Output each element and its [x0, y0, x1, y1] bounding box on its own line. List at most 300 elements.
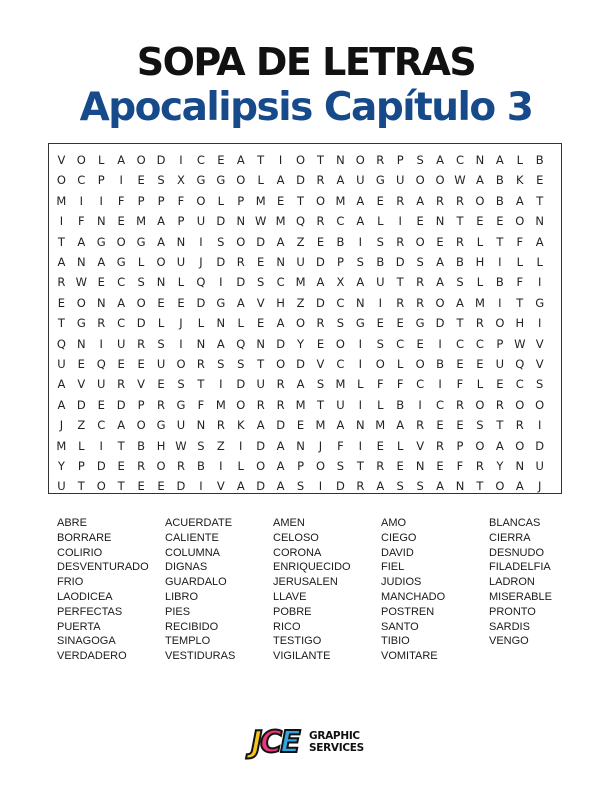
grid-letter[interactable]: B [495, 193, 504, 208]
grid-letter[interactable]: P [297, 459, 305, 473]
grid-letter[interactable]: N [176, 234, 186, 249]
grid-letter[interactable]: T [456, 214, 464, 229]
grid-letter[interactable]: W [75, 275, 87, 290]
grid-letter[interactable]: R [176, 459, 185, 473]
grid-letter[interactable]: C [336, 214, 345, 229]
grid-letter[interactable]: R [356, 479, 365, 494]
grid-letter[interactable]: A [117, 295, 126, 310]
grid-letter[interactable]: O [236, 397, 246, 412]
grid-letter[interactable]: R [416, 418, 425, 433]
grid-letter[interactable]: I [219, 275, 223, 290]
grid-letter[interactable]: F [117, 193, 125, 208]
grid-letter[interactable]: F [456, 377, 464, 392]
grid-letter[interactable]: A [57, 377, 66, 392]
grid-letter[interactable]: T [117, 438, 125, 453]
grid-letter[interactable]: N [535, 214, 545, 229]
grid-letter[interactable]: G [355, 316, 365, 331]
grid-letter[interactable]: G [196, 173, 206, 188]
grid-letter[interactable]: M [335, 377, 346, 392]
grid-letter[interactable]: L [377, 397, 384, 412]
grid-letter[interactable]: E [296, 418, 305, 433]
grid-letter[interactable]: E [137, 173, 145, 188]
grid-letter[interactable]: D [395, 255, 405, 269]
grid-letter[interactable]: I [438, 377, 442, 392]
grid-letter[interactable]: S [476, 418, 484, 433]
grid-letter[interactable]: E [117, 357, 125, 371]
grid-letter[interactable]: N [96, 295, 106, 310]
grid-letter[interactable]: E [157, 295, 165, 310]
grid-letter[interactable]: J [538, 479, 542, 494]
grid-letter[interactable]: A [316, 275, 325, 290]
grid-letter[interactable]: F [177, 193, 185, 208]
grid-letter[interactable]: P [496, 336, 504, 351]
grid-letter[interactable]: E [257, 255, 265, 269]
grid-letter[interactable]: E [536, 173, 544, 188]
grid-letter[interactable]: D [316, 295, 325, 310]
grid-letter[interactable]: R [416, 275, 425, 290]
grid-letter[interactable]: L [157, 316, 165, 331]
grid-letter[interactable]: E [376, 316, 384, 331]
grid-letter[interactable]: B [196, 459, 205, 473]
grid-letter[interactable]: I [99, 193, 103, 208]
grid-letter[interactable]: R [236, 255, 245, 269]
grid-letter[interactable]: T [536, 193, 544, 208]
grid-letter[interactable]: E [436, 459, 444, 473]
grid-letter[interactable]: S [356, 255, 364, 269]
grid-letter[interactable]: S [416, 153, 424, 167]
grid-letter[interactable]: S [316, 377, 325, 392]
grid-letter[interactable]: F [197, 397, 205, 412]
grid-letter[interactable]: O [236, 173, 246, 188]
grid-letter[interactable]: R [137, 336, 146, 351]
grid-letter[interactable]: R [455, 234, 464, 249]
grid-letter[interactable]: N [256, 336, 265, 351]
grid-letter[interactable]: E [436, 418, 444, 433]
grid-letter[interactable]: I [538, 316, 542, 331]
grid-letter[interactable]: U [97, 377, 106, 392]
grid-letter[interactable]: T [496, 418, 504, 433]
grid-letter[interactable]: R [376, 153, 385, 167]
grid-letter[interactable]: F [78, 214, 85, 229]
grid-letter[interactable]: I [219, 459, 223, 473]
grid-letter[interactable]: I [179, 336, 183, 351]
grid-letter[interactable]: E [496, 214, 504, 229]
grid-letter[interactable]: A [97, 255, 106, 269]
grid-letter[interactable]: R [316, 173, 325, 188]
grid-letter[interactable]: A [276, 173, 285, 188]
grid-letter[interactable]: J [199, 255, 203, 269]
grid-letter[interactable]: U [256, 377, 265, 392]
grid-letter[interactable]: O [415, 234, 425, 249]
grid-letter[interactable]: A [515, 193, 524, 208]
grid-letter[interactable]: T [356, 459, 364, 473]
grid-letter[interactable]: O [76, 153, 86, 167]
grid-letter[interactable]: A [57, 255, 66, 269]
grid-letter[interactable]: O [196, 193, 206, 208]
grid-letter[interactable]: A [77, 234, 86, 249]
grid-letter[interactable]: S [177, 377, 185, 392]
grid-letter[interactable]: X [336, 275, 345, 290]
grid-letter[interactable]: D [76, 397, 86, 412]
grid-letter[interactable]: H [156, 438, 166, 453]
grid-letter[interactable]: P [157, 193, 165, 208]
grid-letter[interactable]: C [396, 336, 405, 351]
grid-letter[interactable]: O [116, 234, 126, 249]
grid-letter[interactable]: C [336, 357, 345, 371]
grid-letter[interactable]: I [418, 397, 422, 412]
grid-letter[interactable]: F [516, 234, 524, 249]
grid-letter[interactable]: L [476, 377, 484, 392]
grid-letter[interactable]: Z [216, 438, 225, 453]
grid-letter[interactable]: L [377, 214, 384, 229]
grid-letter[interactable]: S [157, 336, 165, 351]
grid-letter[interactable]: S [217, 357, 225, 371]
grid-letter[interactable]: P [456, 438, 464, 453]
grid-letter[interactable]: V [57, 153, 66, 167]
grid-letter[interactable]: E [396, 459, 404, 473]
grid-letter[interactable]: A [475, 173, 484, 188]
grid-letter[interactable]: E [436, 234, 444, 249]
grid-letter[interactable]: O [415, 173, 425, 188]
grid-letter[interactable]: D [156, 153, 166, 167]
grid-letter[interactable]: M [136, 214, 147, 229]
grid-letter[interactable]: Y [297, 336, 305, 351]
grid-letter[interactable]: P [97, 173, 105, 188]
grid-letter[interactable]: I [538, 275, 542, 290]
grid-letter[interactable]: Q [236, 336, 246, 351]
grid-letter[interactable]: H [475, 255, 485, 269]
grid-letter[interactable]: N [216, 316, 226, 331]
grid-letter[interactable]: G [216, 295, 226, 310]
grid-letter[interactable]: C [455, 153, 464, 167]
grid-letter[interactable]: T [117, 479, 125, 494]
grid-letter[interactable]: B [396, 397, 405, 412]
grid-letter[interactable]: U [156, 357, 166, 371]
grid-letter[interactable]: N [415, 459, 425, 473]
grid-letter[interactable]: O [355, 153, 365, 167]
grid-letter[interactable]: T [496, 234, 504, 249]
grid-letter[interactable]: A [157, 214, 165, 229]
grid-letter[interactable]: C [475, 336, 484, 351]
grid-letter[interactable]: Q [296, 214, 306, 229]
grid-letter[interactable]: P [77, 459, 85, 473]
grid-letter[interactable]: G [176, 397, 186, 412]
grid-letter[interactable]: O [495, 316, 505, 331]
grid-letter[interactable]: G [535, 295, 545, 310]
grid-letter[interactable]: O [315, 459, 325, 473]
grid-letter[interactable]: S [376, 234, 384, 249]
grid-letter[interactable]: O [475, 438, 485, 453]
grid-letter[interactable]: V [216, 479, 225, 494]
grid-letter[interactable]: O [535, 397, 545, 412]
grid-letter[interactable]: R [455, 397, 464, 412]
grid-letter[interactable]: T [257, 153, 265, 167]
grid-letter[interactable]: S [416, 255, 424, 269]
grid-letter[interactable]: O [335, 336, 345, 351]
grid-letter[interactable]: S [157, 173, 165, 188]
grid-letter[interactable]: N [455, 479, 465, 494]
grid-letter[interactable]: T [197, 377, 205, 392]
grid-letter[interactable]: O [435, 173, 445, 188]
grid-letter[interactable]: Z [77, 418, 86, 433]
grid-letter[interactable]: E [316, 234, 325, 249]
grid-letter[interactable]: R [475, 316, 484, 331]
grid-letter[interactable]: A [456, 295, 464, 310]
grid-letter[interactable]: Y [496, 459, 504, 473]
grid-letter[interactable]: L [98, 153, 105, 167]
grid-letter[interactable]: K [236, 418, 245, 433]
grid-letter[interactable]: A [117, 418, 126, 433]
grid-letter[interactable]: A [236, 295, 245, 310]
grid-letter[interactable]: U [176, 418, 186, 433]
grid-letter[interactable]: I [179, 153, 183, 167]
grid-letter[interactable]: O [515, 438, 525, 453]
grid-letter[interactable]: I [59, 214, 64, 229]
grid-letter[interactable]: A [117, 153, 126, 167]
grid-letter[interactable]: O [475, 397, 485, 412]
grid-letter[interactable]: D [116, 397, 126, 412]
grid-letter[interactable]: L [516, 255, 523, 269]
grid-letter[interactable]: D [276, 418, 286, 433]
grid-letter[interactable]: U [57, 357, 66, 371]
grid-letter[interactable]: E [376, 193, 384, 208]
grid-letter[interactable]: O [375, 357, 385, 371]
grid-letter[interactable]: B [436, 357, 444, 371]
grid-letter[interactable]: O [495, 479, 505, 494]
grid-letter[interactable]: E [57, 295, 66, 310]
grid-letter[interactable]: S [217, 234, 225, 249]
grid-letter[interactable]: E [117, 214, 125, 229]
grid-letter[interactable]: T [516, 295, 524, 310]
grid-letter[interactable]: F [337, 438, 344, 453]
grid-letter[interactable]: T [77, 479, 85, 494]
grid-letter[interactable]: G [375, 173, 385, 188]
grid-letter[interactable]: B [137, 438, 146, 453]
grid-letter[interactable]: R [515, 418, 524, 433]
grid-letter[interactable]: O [276, 357, 286, 371]
grid-letter[interactable]: A [216, 336, 225, 351]
grid-letter[interactable]: T [297, 193, 305, 208]
grid-letter[interactable]: F [516, 275, 524, 290]
grid-letter[interactable]: E [217, 153, 225, 167]
grid-letter[interactable]: S [237, 357, 245, 371]
grid-letter[interactable]: C [515, 377, 524, 392]
grid-letter[interactable]: C [97, 418, 106, 433]
grid-letter[interactable]: E [157, 479, 165, 494]
grid-letter[interactable]: T [57, 316, 65, 331]
grid-letter[interactable]: S [137, 275, 145, 290]
grid-letter[interactable]: C [117, 275, 126, 290]
grid-letter[interactable]: P [396, 153, 404, 167]
grid-letter[interactable]: L [217, 193, 225, 208]
grid-letter[interactable]: C [117, 316, 126, 331]
grid-letter[interactable]: S [536, 377, 544, 392]
grid-letter[interactable]: Q [515, 357, 525, 371]
grid-letter[interactable]: J [59, 418, 64, 433]
grid-letter[interactable]: A [276, 234, 285, 249]
grid-letter[interactable]: M [375, 418, 386, 433]
grid-letter[interactable]: A [495, 438, 504, 453]
grid-letter[interactable]: E [416, 336, 424, 351]
grid-letter[interactable]: V [535, 357, 544, 371]
grid-letter[interactable]: O [256, 459, 266, 473]
grid-letter[interactable]: Z [296, 295, 305, 310]
grid-letter[interactable]: I [498, 255, 502, 269]
grid-letter[interactable]: T [476, 479, 484, 494]
grid-letter[interactable]: A [236, 479, 245, 494]
grid-letter[interactable]: N [356, 418, 365, 433]
grid-letter[interactable]: N [515, 459, 525, 473]
grid-letter[interactable]: D [176, 479, 186, 494]
grid-letter[interactable]: Z [296, 234, 305, 249]
grid-letter[interactable]: V [256, 295, 265, 310]
grid-letter[interactable]: N [435, 214, 445, 229]
grid-letter[interactable]: R [117, 377, 126, 392]
grid-letter[interactable]: D [216, 214, 226, 229]
grid-letter[interactable]: U [296, 255, 305, 269]
grid-letter[interactable]: D [276, 336, 286, 351]
grid-letter[interactable]: E [416, 214, 424, 229]
grid-letter[interactable]: R [436, 193, 445, 208]
grid-letter[interactable]: I [199, 234, 203, 249]
grid-letter[interactable]: R [196, 357, 205, 371]
grid-letter[interactable]: A [356, 275, 365, 290]
grid-letter[interactable]: M [215, 397, 226, 412]
grid-letter[interactable]: N [77, 336, 86, 351]
grid-letter[interactable]: J [179, 316, 183, 331]
grid-letter[interactable]: V [416, 438, 425, 453]
grid-letter[interactable]: R [137, 459, 146, 473]
grid-letter[interactable]: U [495, 357, 505, 371]
grid-letter[interactable]: A [356, 214, 365, 229]
grid-letter[interactable]: O [296, 153, 306, 167]
grid-letter[interactable]: A [396, 418, 405, 433]
grid-letter[interactable]: R [495, 397, 504, 412]
grid-letter[interactable]: A [157, 234, 165, 249]
grid-letter[interactable]: I [99, 336, 103, 351]
grid-letter[interactable]: E [396, 316, 404, 331]
grid-letter[interactable]: P [336, 255, 344, 269]
grid-letter[interactable]: I [358, 234, 363, 249]
grid-letter[interactable]: R [376, 459, 385, 473]
grid-letter[interactable]: L [476, 275, 484, 290]
grid-letter[interactable]: O [315, 193, 325, 208]
grid-letter[interactable]: D [296, 357, 305, 371]
grid-letter[interactable]: M [295, 275, 306, 290]
grid-letter[interactable]: V [316, 357, 325, 371]
grid-letter[interactable]: D [256, 438, 266, 453]
grid-letter[interactable]: C [336, 295, 345, 310]
grid-letter[interactable]: A [276, 459, 285, 473]
grid-letter[interactable]: U [356, 173, 365, 188]
grid-letter[interactable]: D [96, 459, 106, 473]
grid-letter[interactable]: S [456, 275, 464, 290]
grid-letter[interactable]: V [535, 336, 544, 351]
grid-letter[interactable]: L [137, 255, 145, 269]
grid-letter[interactable]: A [416, 193, 425, 208]
grid-letter[interactable]: S [416, 479, 424, 494]
grid-letter[interactable]: I [119, 173, 123, 188]
grid-letter[interactable]: D [256, 234, 266, 249]
grid-letter[interactable]: A [336, 418, 345, 433]
grid-letter[interactable]: K [516, 173, 524, 188]
grid-letter[interactable]: I [239, 438, 243, 453]
grid-letter[interactable]: O [76, 295, 86, 310]
grid-letter[interactable]: I [278, 153, 283, 167]
grid-letter[interactable]: I [318, 479, 323, 494]
grid-letter[interactable]: N [236, 214, 246, 229]
grid-letter[interactable]: R [157, 397, 166, 412]
grid-letter[interactable]: A [236, 153, 245, 167]
grid-letter[interactable]: O [136, 153, 146, 167]
grid-letter[interactable]: G [136, 234, 146, 249]
grid-letter[interactable]: I [378, 295, 382, 310]
grid-letter[interactable]: S [257, 275, 265, 290]
grid-letter[interactable]: I [358, 438, 363, 453]
grid-letter[interactable]: R [316, 214, 325, 229]
grid-letter[interactable]: S [296, 479, 305, 494]
grid-letter[interactable]: R [57, 275, 66, 290]
grid-letter[interactable]: B [456, 255, 464, 269]
grid-letter[interactable]: U [376, 275, 385, 290]
grid-letter[interactable]: C [276, 275, 285, 290]
grid-letter[interactable]: A [495, 153, 504, 167]
grid-letter[interactable]: U [116, 336, 126, 351]
grid-letter[interactable]: D [435, 316, 445, 331]
grid-letter[interactable]: I [358, 397, 363, 412]
grid-letter[interactable]: A [296, 377, 305, 392]
grid-letter[interactable]: L [257, 173, 264, 188]
grid-letter[interactable]: A [356, 193, 365, 208]
grid-letter[interactable]: L [357, 377, 364, 392]
grid-letter[interactable]: I [219, 377, 223, 392]
grid-letter[interactable]: P [137, 193, 145, 208]
grid-letter[interactable]: C [436, 397, 445, 412]
grid-letter[interactable]: G [415, 316, 425, 331]
grid-letter[interactable]: D [335, 479, 345, 494]
grid-letter[interactable]: R [216, 418, 225, 433]
grid-letter[interactable]: P [237, 193, 245, 208]
grid-letter[interactable]: B [336, 234, 345, 249]
grid-letter[interactable]: U [57, 479, 66, 494]
grid-letter[interactable]: R [396, 295, 405, 310]
grid-letter[interactable]: M [295, 397, 306, 412]
grid-letter[interactable]: O [515, 214, 525, 229]
grid-letter[interactable]: P [177, 214, 185, 229]
grid-letter[interactable]: A [336, 173, 345, 188]
grid-letter[interactable]: P [137, 397, 145, 412]
grid-letter[interactable]: O [296, 316, 306, 331]
grid-letter[interactable]: Y [57, 459, 65, 473]
grid-letter[interactable]: T [456, 316, 464, 331]
grid-letter[interactable]: A [276, 479, 285, 494]
grid-letter[interactable]: T [57, 234, 65, 249]
grid-letter[interactable]: I [199, 479, 203, 494]
grid-letter[interactable]: J [318, 438, 323, 453]
grid-letter[interactable]: E [97, 275, 105, 290]
grid-letter[interactable]: L [197, 316, 205, 331]
grid-letter[interactable]: U [176, 255, 186, 269]
grid-letter[interactable]: D [196, 295, 206, 310]
grid-letter[interactable]: N [96, 214, 106, 229]
grid-letter[interactable]: E [496, 377, 504, 392]
grid-letter[interactable]: C [196, 153, 205, 167]
grid-letter[interactable]: O [176, 357, 186, 371]
grid-letter[interactable]: E [177, 295, 185, 310]
grid-letter[interactable]: Q [56, 336, 66, 351]
grid-letter[interactable]: N [77, 255, 86, 269]
grid-letter[interactable]: E [97, 397, 105, 412]
